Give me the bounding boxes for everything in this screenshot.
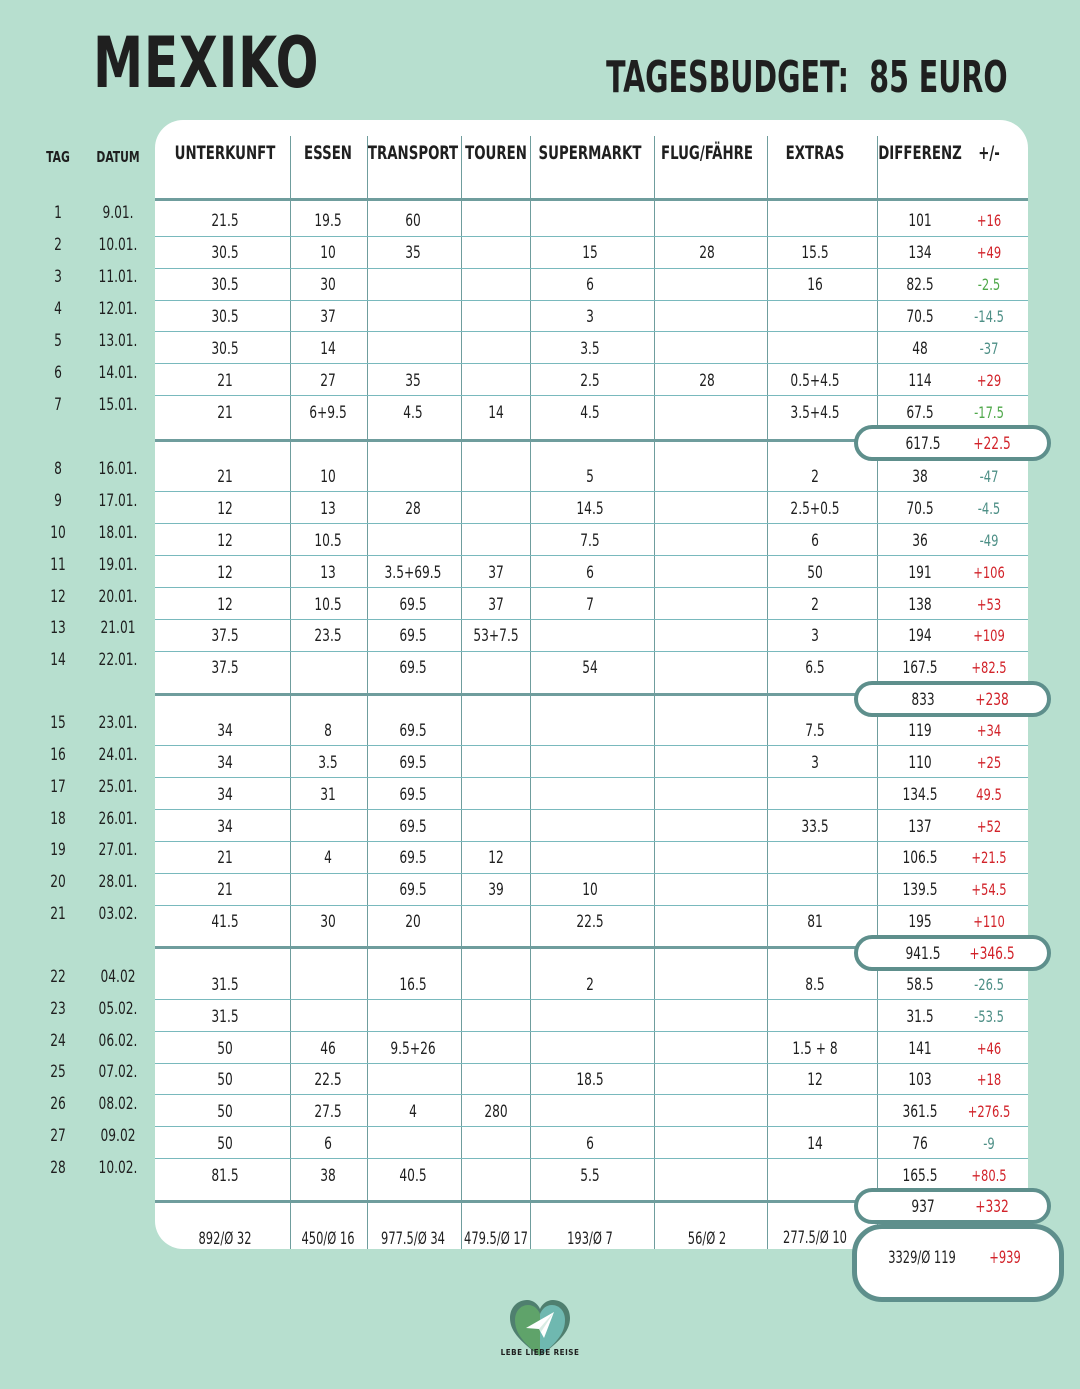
difference-cell: 139.5 xyxy=(902,880,938,900)
expense-cell: 12 xyxy=(217,531,233,551)
date-cell: 06.02. xyxy=(98,1031,138,1051)
expense-cell: 21 xyxy=(217,880,233,900)
expense-cell: 15 xyxy=(582,243,598,263)
expense-cell: 31.5 xyxy=(211,975,239,995)
date-cell: 27.01. xyxy=(98,840,138,860)
plus-minus-cell: -37 xyxy=(979,339,999,358)
expense-cell: 27.5 xyxy=(314,1102,342,1122)
budget-label: TAGESBUDGET: xyxy=(606,52,850,103)
expense-cell: 13 xyxy=(320,499,336,519)
difference-cell: 137 xyxy=(908,817,932,837)
column-total: 479.5/Ø 17 xyxy=(464,1229,528,1249)
expense-cell: 69.5 xyxy=(399,753,427,773)
date-cell: 28.01. xyxy=(98,872,138,892)
expense-cell: 4.5 xyxy=(403,403,423,423)
difference-cell: 70.5 xyxy=(906,307,934,327)
expense-cell: 3 xyxy=(586,307,594,327)
column-header: DIFFERENZ xyxy=(878,142,962,164)
difference-cell: 67.5 xyxy=(906,403,934,423)
expense-cell: 50 xyxy=(217,1134,233,1154)
day-number: 17 xyxy=(50,777,66,797)
day-number: 25 xyxy=(50,1062,66,1082)
expense-cell: 9.5+26 xyxy=(390,1039,436,1059)
expense-cell: 4 xyxy=(409,1102,417,1122)
expense-cell: 0.5+4.5 xyxy=(790,371,840,391)
plus-minus-cell: -17.5 xyxy=(974,403,1004,422)
plus-minus-cell: +34 xyxy=(976,721,1002,740)
expense-cell: 81 xyxy=(807,912,823,932)
expense-cell: 5 xyxy=(586,467,594,487)
grand-total-plus-minus: +939 xyxy=(989,1248,1021,1268)
grand-total-box xyxy=(852,1224,1064,1302)
plus-minus-cell: +110 xyxy=(973,912,1005,931)
expense-cell: 22.5 xyxy=(576,912,604,932)
day-number: 24 xyxy=(50,1031,66,1051)
difference-cell: 70.5 xyxy=(906,499,934,519)
expense-cell: 54 xyxy=(582,658,598,678)
plus-minus-cell: +53 xyxy=(976,595,1002,614)
expense-cell: 30 xyxy=(320,275,336,295)
date-cell: 22.01. xyxy=(98,650,138,670)
expense-cell: 81.5 xyxy=(211,1166,239,1186)
date-cell: 11.01. xyxy=(98,267,138,287)
header-datum: DATUM xyxy=(96,148,140,166)
difference-cell: 58.5 xyxy=(906,975,934,995)
difference-cell: 194 xyxy=(908,626,932,646)
expense-cell: 21 xyxy=(217,403,233,423)
expense-cell: 69.5 xyxy=(399,721,427,741)
column-total: 450/Ø 16 xyxy=(301,1229,355,1249)
difference-cell: 134.5 xyxy=(902,785,938,805)
difference-cell: 119 xyxy=(908,721,932,741)
difference-cell: 106.5 xyxy=(902,848,938,868)
expense-cell: 6 xyxy=(586,1134,594,1154)
expense-cell: 10 xyxy=(320,467,336,487)
plus-minus-cell: -9 xyxy=(983,1134,995,1153)
expense-cell: 4 xyxy=(324,848,332,868)
column-total: 892/Ø 32 xyxy=(198,1229,252,1249)
expense-cell: 6+9.5 xyxy=(309,403,347,423)
plus-minus-cell: +80.5 xyxy=(971,1166,1007,1185)
expense-cell: 14 xyxy=(320,339,336,359)
plus-minus-cell: -4.5 xyxy=(977,499,1001,518)
expense-cell: 6.5 xyxy=(805,658,825,678)
date-cell: 13.01. xyxy=(98,331,138,351)
day-number: 21 xyxy=(50,904,66,924)
expense-cell: 2.5 xyxy=(580,371,600,391)
weekly-sum-plus-minus: +332 xyxy=(975,1197,1009,1217)
plus-minus-cell: +25 xyxy=(976,753,1002,772)
expense-cell: 10.5 xyxy=(314,595,342,615)
difference-cell: 101 xyxy=(908,211,932,231)
date-cell: 08.02. xyxy=(98,1094,138,1114)
expense-cell: 50 xyxy=(217,1039,233,1059)
expense-cell: 14 xyxy=(807,1134,823,1154)
difference-cell: 103 xyxy=(908,1070,932,1090)
date-cell: 16.01. xyxy=(98,459,138,479)
plus-minus-cell: -47 xyxy=(979,467,999,486)
weekly-sum-difference: 833 xyxy=(911,690,935,710)
expense-cell: 69.5 xyxy=(399,785,427,805)
difference-cell: 110 xyxy=(908,753,932,773)
expense-cell: 37 xyxy=(488,563,504,583)
expense-cell: 280 xyxy=(484,1102,508,1122)
expense-cell: 21 xyxy=(217,371,233,391)
day-number: 23 xyxy=(50,999,66,1019)
expense-cell: 69.5 xyxy=(399,626,427,646)
plus-minus-cell: +52 xyxy=(976,817,1002,836)
plus-minus-cell: -2.5 xyxy=(977,275,1001,294)
expense-cell: 2 xyxy=(586,975,594,995)
column-header: SUPERMARKT xyxy=(538,142,642,164)
plus-minus-cell: +82.5 xyxy=(971,658,1007,677)
date-cell: 12.01. xyxy=(98,299,138,319)
expense-cell: 6 xyxy=(586,563,594,583)
column-header: ESSEN xyxy=(304,142,352,164)
day-number: 8 xyxy=(54,459,62,479)
expense-cell: 6 xyxy=(586,275,594,295)
date-cell: 07.02. xyxy=(98,1062,138,1082)
expense-cell: 27 xyxy=(320,371,336,391)
day-number: 13 xyxy=(50,618,66,638)
expense-cell: 30.5 xyxy=(211,275,239,295)
plus-minus-cell: +49 xyxy=(976,243,1002,262)
expense-cell: 3.5 xyxy=(318,753,338,773)
day-number: 1 xyxy=(54,203,62,223)
expense-cell: 7.5 xyxy=(805,721,825,741)
expense-cell: 37 xyxy=(320,307,336,327)
column-header: TOUREN xyxy=(465,142,527,164)
expense-cell: 35 xyxy=(405,371,421,391)
expense-cell: 50 xyxy=(807,563,823,583)
expense-cell: 10 xyxy=(320,243,336,263)
expense-cell: 21 xyxy=(217,467,233,487)
expense-cell: 14 xyxy=(488,403,504,423)
column-header: EXTRAS xyxy=(785,142,845,164)
date-cell: 10.01. xyxy=(98,235,138,255)
expense-cell: 4.5 xyxy=(580,403,600,423)
date-cell: 15.01. xyxy=(98,395,138,415)
day-number: 27 xyxy=(50,1126,66,1146)
grand-total-difference: 3329/Ø 119 xyxy=(888,1248,956,1268)
weekly-sum-plus-minus: +22.5 xyxy=(973,434,1011,454)
plus-minus-cell: +276.5 xyxy=(967,1102,1011,1121)
difference-cell: 138 xyxy=(908,595,932,615)
day-number: 12 xyxy=(50,587,66,607)
day-number: 4 xyxy=(54,299,62,319)
date-cell: 20.01. xyxy=(98,587,138,607)
expense-cell: 34 xyxy=(217,785,233,805)
day-number: 20 xyxy=(50,872,66,892)
budget-value: 85 EURO xyxy=(869,52,1008,103)
date-cell: 19.01. xyxy=(98,555,138,575)
expense-cell: 6 xyxy=(811,531,819,551)
difference-cell: 141 xyxy=(908,1039,932,1059)
plus-minus-cell: +16 xyxy=(976,211,1002,230)
expense-cell: 6 xyxy=(324,1134,332,1154)
expense-cell: 38 xyxy=(320,1166,336,1186)
weekly-sum-box xyxy=(854,681,1051,717)
day-number: 28 xyxy=(50,1158,66,1178)
difference-cell: 165.5 xyxy=(902,1166,938,1186)
week-divider xyxy=(155,198,1028,201)
expense-cell: 37.5 xyxy=(211,626,239,646)
day-number: 7 xyxy=(54,395,62,415)
expense-cell: 41.5 xyxy=(211,912,239,932)
plus-minus-cell: +109 xyxy=(973,626,1005,645)
date-cell: 05.02. xyxy=(98,999,138,1019)
expense-cell: 28 xyxy=(699,243,715,263)
weekly-sum-box xyxy=(854,425,1051,461)
expense-cell: 12 xyxy=(488,848,504,868)
expense-cell: 22.5 xyxy=(314,1070,342,1090)
expense-cell: 12 xyxy=(807,1070,823,1090)
expense-cell: 18.5 xyxy=(576,1070,604,1090)
expense-cell: 1.5 + 8 xyxy=(792,1039,838,1059)
expense-cell: 2 xyxy=(811,595,819,615)
weekly-sum-plus-minus: +346.5 xyxy=(969,944,1015,964)
expense-cell: 28 xyxy=(699,371,715,391)
day-number: 14 xyxy=(50,650,66,670)
plus-minus-cell: +29 xyxy=(976,371,1002,390)
expense-cell: 8 xyxy=(324,721,332,741)
difference-cell: 76 xyxy=(912,1134,928,1154)
day-number: 6 xyxy=(54,363,62,383)
column-total: 193/Ø 7 xyxy=(567,1229,613,1249)
expense-cell: 21 xyxy=(217,848,233,868)
daily-budget xyxy=(607,52,1008,103)
difference-cell: 114 xyxy=(908,371,932,391)
expense-cell: 34 xyxy=(217,721,233,741)
expense-cell: 5.5 xyxy=(580,1166,600,1186)
plus-minus-cell: -53.5 xyxy=(974,1007,1004,1026)
day-number: 5 xyxy=(54,331,62,351)
expense-cell: 3 xyxy=(811,626,819,646)
expense-cell: 34 xyxy=(217,817,233,837)
plus-minus-cell: +21.5 xyxy=(971,848,1007,867)
plus-minus-cell: +18 xyxy=(976,1070,1002,1089)
expense-cell: 34 xyxy=(217,753,233,773)
date-cell: 26.01. xyxy=(98,809,138,829)
difference-cell: 48 xyxy=(912,339,928,359)
weekly-sum-difference: 941.5 xyxy=(905,944,941,964)
expense-cell: 2 xyxy=(811,467,819,487)
expense-cell: 69.5 xyxy=(399,817,427,837)
expense-cell: 60 xyxy=(405,211,421,231)
expense-cell: 12 xyxy=(217,563,233,583)
expense-cell: 50 xyxy=(217,1070,233,1090)
date-cell: 03.02. xyxy=(98,904,138,924)
date-cell: 21.01 xyxy=(100,618,136,638)
column-total: 977.5/Ø 34 xyxy=(381,1229,445,1249)
expense-cell: 31.5 xyxy=(211,1007,239,1027)
expense-cell: 16 xyxy=(807,275,823,295)
day-number: 19 xyxy=(50,840,66,860)
column-total: 277.5/Ø 10 xyxy=(783,1228,847,1248)
expense-cell: 3 xyxy=(811,753,819,773)
expense-cell: 13 xyxy=(320,563,336,583)
date-cell: 25.01. xyxy=(98,777,138,797)
date-cell: 17.01. xyxy=(98,491,138,511)
column-total: 56/Ø 2 xyxy=(687,1229,727,1249)
logo-text: LEBE LIEBE REISE xyxy=(500,1348,580,1357)
expense-cell: 39 xyxy=(488,880,504,900)
expense-cell: 40.5 xyxy=(399,1166,427,1186)
weekly-sum-plus-minus: +238 xyxy=(975,690,1009,710)
difference-cell: 195 xyxy=(908,912,932,932)
day-number: 16 xyxy=(50,745,66,765)
plus-minus-cell: -49 xyxy=(979,531,999,550)
expense-cell: 10 xyxy=(582,880,598,900)
day-number: 18 xyxy=(50,809,66,829)
expense-cell: 12 xyxy=(217,595,233,615)
date-cell: 14.01. xyxy=(98,363,138,383)
plus-minus-cell: +106 xyxy=(973,563,1005,582)
expense-cell: 10.5 xyxy=(314,531,342,551)
expense-cell: 8.5 xyxy=(805,975,825,995)
difference-cell: 31.5 xyxy=(906,1007,934,1027)
expense-cell: 46 xyxy=(320,1039,336,1059)
date-cell: 23.01. xyxy=(98,713,138,733)
expense-cell: 16.5 xyxy=(399,975,427,995)
expense-cell: 33.5 xyxy=(801,817,829,837)
expense-cell: 30.5 xyxy=(211,243,239,263)
date-cell: 10.02. xyxy=(98,1158,138,1178)
expense-cell: 30 xyxy=(320,912,336,932)
expense-cell: 30.5 xyxy=(211,339,239,359)
expense-cell: 7.5 xyxy=(580,531,600,551)
column-header: UNTERKUNFT xyxy=(174,142,276,164)
expense-cell: 69.5 xyxy=(399,880,427,900)
expense-cell: 35 xyxy=(405,243,421,263)
plus-minus-cell: 49.5 xyxy=(976,785,1002,804)
difference-cell: 38 xyxy=(912,467,928,487)
difference-cell: 134 xyxy=(908,243,932,263)
column-header: +/- xyxy=(978,142,1000,164)
expense-cell: 69.5 xyxy=(399,595,427,615)
expense-cell: 37.5 xyxy=(211,658,239,678)
plus-minus-cell: -14.5 xyxy=(974,307,1004,326)
expense-cell: 20 xyxy=(405,912,421,932)
date-cell: 04.02 xyxy=(100,967,136,987)
expense-cell: 69.5 xyxy=(399,658,427,678)
weekly-sum-box xyxy=(854,1188,1051,1224)
day-number: 10 xyxy=(50,523,66,543)
expense-cell: 69.5 xyxy=(399,848,427,868)
expense-cell: 53+7.5 xyxy=(473,626,519,646)
column-header: TRANSPORT xyxy=(367,142,459,164)
page-title: MEXIKO xyxy=(93,22,320,104)
expense-cell: 37 xyxy=(488,595,504,615)
day-number: 2 xyxy=(54,235,62,255)
plus-minus-cell: +46 xyxy=(976,1039,1002,1058)
expense-cell: 50 xyxy=(217,1102,233,1122)
expense-cell: 28 xyxy=(405,499,421,519)
date-cell: 18.01. xyxy=(98,523,138,543)
column-header: FLUG/FÄHRE xyxy=(661,142,753,164)
difference-cell: 82.5 xyxy=(906,275,934,295)
expense-cell: 12 xyxy=(217,499,233,519)
difference-cell: 167.5 xyxy=(902,658,938,678)
day-number: 9 xyxy=(54,491,62,511)
expense-cell: 21.5 xyxy=(211,211,239,231)
difference-cell: 361.5 xyxy=(902,1102,938,1122)
expense-cell: 3.5 xyxy=(580,339,600,359)
expense-cell: 7 xyxy=(586,595,594,615)
expense-cell: 19.5 xyxy=(314,211,342,231)
weekly-sum-box xyxy=(854,935,1051,971)
date-cell: 24.01. xyxy=(98,745,138,765)
expense-cell: 23.5 xyxy=(314,626,342,646)
day-number: 22 xyxy=(50,967,66,987)
day-number: 26 xyxy=(50,1094,66,1114)
expense-cell: 30.5 xyxy=(211,307,239,327)
difference-cell: 191 xyxy=(908,563,932,583)
date-cell: 9.01. xyxy=(102,203,134,223)
weekly-sum-difference: 937 xyxy=(911,1197,935,1217)
day-number: 15 xyxy=(50,713,66,733)
plus-minus-cell: -26.5 xyxy=(974,975,1004,994)
expense-cell: 3.5+69.5 xyxy=(384,563,442,583)
expense-cell: 2.5+0.5 xyxy=(790,499,840,519)
expense-cell: 14.5 xyxy=(576,499,604,519)
expense-cell: 31 xyxy=(320,785,336,805)
difference-cell: 36 xyxy=(912,531,928,551)
day-number: 3 xyxy=(54,267,62,287)
weekly-sum-difference: 617.5 xyxy=(905,434,941,454)
expense-cell: 3.5+4.5 xyxy=(790,403,840,423)
expense-cell: 15.5 xyxy=(801,243,829,263)
plus-minus-cell: +54.5 xyxy=(971,880,1007,899)
date-cell: 09.02 xyxy=(100,1126,136,1146)
day-number: 11 xyxy=(50,555,66,575)
header-tag: TAG xyxy=(46,148,70,166)
